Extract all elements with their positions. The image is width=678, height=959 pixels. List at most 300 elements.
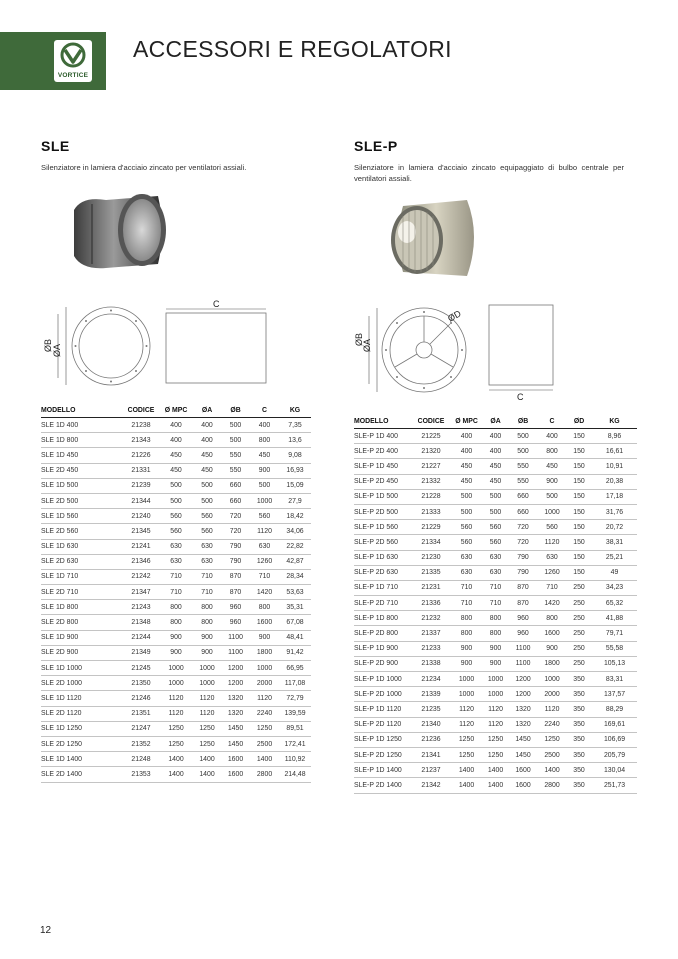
- table-cell: 500: [159, 493, 193, 508]
- table-cell: 21246: [123, 691, 159, 706]
- table-cell: 450: [538, 459, 566, 474]
- table-cell: 18,42: [279, 509, 311, 524]
- column-header: CODICE: [123, 403, 159, 418]
- table-cell: 1000: [538, 672, 566, 687]
- slep-label-a: ØA: [362, 338, 372, 352]
- table-cell: 1000: [483, 672, 508, 687]
- table-cell: 16,61: [592, 444, 637, 459]
- table-cell: 250: [566, 611, 592, 626]
- table-cell: 800: [483, 611, 508, 626]
- column-header: CODICE: [412, 414, 450, 429]
- table-cell: 1250: [538, 732, 566, 747]
- table-cell: 150: [566, 474, 592, 489]
- table-cell: 1250: [159, 721, 193, 736]
- table-cell: 21225: [412, 429, 450, 444]
- table-cell: 1400: [538, 763, 566, 778]
- table-cell: SLE 2D 800: [41, 615, 123, 630]
- table-cell: SLE-P 1D 500: [354, 489, 412, 504]
- table-row: [354, 702, 637, 717]
- table-row: [41, 509, 311, 524]
- table-cell: 500: [450, 489, 483, 504]
- table-cell: 21347: [123, 585, 159, 600]
- table-cell: 2500: [250, 736, 279, 751]
- table-cell: 20,38: [592, 474, 637, 489]
- table-cell: 21241: [123, 539, 159, 554]
- table-row: [41, 630, 311, 645]
- table-cell: 1800: [250, 645, 279, 660]
- table-cell: 1200: [508, 672, 538, 687]
- table-cell: 630: [483, 565, 508, 580]
- table-cell: 150: [566, 550, 592, 565]
- table-cell: 21233: [412, 641, 450, 656]
- table-cell: 900: [538, 641, 566, 656]
- vortice-logo: [54, 40, 92, 82]
- table-cell: 1000: [193, 676, 221, 691]
- table-cell: SLE-P 1D 450: [354, 459, 412, 474]
- table-cell: 450: [450, 459, 483, 474]
- table-cell: 800: [193, 615, 221, 630]
- table-cell: 500: [193, 478, 221, 493]
- table-cell: 800: [538, 611, 566, 626]
- table-cell: 720: [508, 535, 538, 550]
- column-header: ØB: [508, 414, 538, 429]
- table-row: [41, 478, 311, 493]
- table-cell: 560: [193, 524, 221, 539]
- table-cell: 1000: [159, 661, 193, 676]
- table-cell: 21227: [412, 459, 450, 474]
- table-cell: 400: [250, 418, 279, 433]
- table-cell: 38,31: [592, 535, 637, 550]
- table-cell: SLE 1D 800: [41, 433, 123, 448]
- table-cell: 870: [221, 585, 250, 600]
- table-row: [41, 585, 311, 600]
- table-cell: SLE-P 2D 400: [354, 444, 412, 459]
- table-cell: 13,6: [279, 433, 311, 448]
- table-cell: 1200: [221, 676, 250, 691]
- slep-label-b: ØB: [354, 332, 364, 346]
- table-cell: 21226: [123, 448, 159, 463]
- table-cell: 900: [250, 630, 279, 645]
- table-row: [354, 474, 637, 489]
- page-number: 12: [40, 925, 52, 936]
- table-cell: 21345: [123, 524, 159, 539]
- table-cell: 21236: [412, 732, 450, 747]
- table-cell: SLE-P 2D 630: [354, 565, 412, 580]
- table-cell: 1320: [508, 702, 538, 717]
- table-cell: 65,32: [592, 596, 637, 611]
- table-cell: 1320: [221, 691, 250, 706]
- table-cell: 630: [250, 539, 279, 554]
- table-cell: 1250: [483, 732, 508, 747]
- table-cell: 21240: [123, 509, 159, 524]
- table-row: [354, 550, 637, 565]
- table-cell: 960: [508, 611, 538, 626]
- table-cell: 250: [566, 596, 592, 611]
- table-cell: 630: [483, 550, 508, 565]
- table-cell: SLE-P 1D 630: [354, 550, 412, 565]
- table-cell: SLE 1D 1000: [41, 661, 123, 676]
- table-cell: 710: [483, 596, 508, 611]
- table-cell: 1600: [508, 763, 538, 778]
- table-row: [41, 463, 311, 478]
- table-cell: 31,76: [592, 504, 637, 519]
- table-cell: 1120: [483, 717, 508, 732]
- table-cell: 1250: [159, 736, 193, 751]
- table-cell: 500: [221, 433, 250, 448]
- table-cell: 106,69: [592, 732, 637, 747]
- table-row: [354, 763, 637, 778]
- table-cell: 21335: [412, 565, 450, 580]
- table-cell: SLE-P 2D 900: [354, 656, 412, 671]
- table-cell: 1120: [193, 706, 221, 721]
- table-cell: 960: [221, 600, 250, 615]
- column-header: ØB: [221, 403, 250, 418]
- table-cell: 450: [483, 459, 508, 474]
- table-cell: 1120: [250, 691, 279, 706]
- table-row: [354, 489, 637, 504]
- table-row: [354, 459, 637, 474]
- table-cell: 21338: [412, 656, 450, 671]
- slep-spec-table: [354, 414, 637, 794]
- table-cell: 1120: [450, 717, 483, 732]
- sle-title: SLE: [41, 138, 70, 154]
- table-cell: SLE 2D 1250: [41, 736, 123, 751]
- table-cell: 1000: [450, 672, 483, 687]
- table-cell: 560: [538, 520, 566, 535]
- table-cell: SLE-P 2D 450: [354, 474, 412, 489]
- table-cell: 800: [483, 626, 508, 641]
- table-cell: 870: [221, 569, 250, 584]
- table-cell: 21242: [123, 569, 159, 584]
- table-cell: 710: [450, 580, 483, 595]
- slep-table-body: [354, 429, 637, 794]
- table-cell: 21352: [123, 736, 159, 751]
- table-cell: 21244: [123, 630, 159, 645]
- table-cell: 800: [450, 626, 483, 641]
- table-cell: SLE 1D 1400: [41, 752, 123, 767]
- slep-label-c: C: [517, 392, 524, 402]
- table-cell: SLE-P 2D 710: [354, 596, 412, 611]
- table-cell: 21232: [412, 611, 450, 626]
- table-cell: 350: [566, 763, 592, 778]
- table-cell: 9,08: [279, 448, 311, 463]
- table-cell: 15,09: [279, 478, 311, 493]
- table-cell: SLE-P 2D 1120: [354, 717, 412, 732]
- table-cell: 21350: [123, 676, 159, 691]
- table-cell: 21231: [412, 580, 450, 595]
- table-cell: 21245: [123, 661, 159, 676]
- table-cell: 2000: [538, 687, 566, 702]
- table-cell: 88,29: [592, 702, 637, 717]
- sle-table-header-row: [41, 403, 311, 418]
- table-cell: 27,9: [279, 493, 311, 508]
- table-cell: 500: [538, 489, 566, 504]
- table-row: [41, 691, 311, 706]
- table-cell: 350: [566, 687, 592, 702]
- table-cell: 560: [159, 524, 193, 539]
- table-cell: 1400: [250, 752, 279, 767]
- table-cell: 1120: [159, 706, 193, 721]
- table-cell: 1250: [193, 736, 221, 751]
- table-cell: 250: [566, 580, 592, 595]
- table-cell: 21337: [412, 626, 450, 641]
- table-cell: 150: [566, 504, 592, 519]
- table-cell: 500: [450, 504, 483, 519]
- table-cell: SLE-P 1D 1000: [354, 672, 412, 687]
- table-row: [41, 539, 311, 554]
- sle-table-body: [41, 418, 311, 783]
- table-cell: 560: [250, 509, 279, 524]
- table-cell: 1120: [193, 691, 221, 706]
- sle-label-a: ØA: [52, 343, 62, 357]
- table-cell: 790: [221, 539, 250, 554]
- table-cell: 1320: [508, 717, 538, 732]
- table-cell: SLE-P 2D 1250: [354, 747, 412, 762]
- table-row: [41, 569, 311, 584]
- table-cell: 630: [159, 539, 193, 554]
- table-cell: 500: [508, 429, 538, 444]
- table-cell: 550: [221, 448, 250, 463]
- table-cell: 205,79: [592, 747, 637, 762]
- table-cell: 1600: [508, 778, 538, 793]
- table-cell: 800: [250, 600, 279, 615]
- table-cell: SLE-P 1D 1250: [354, 732, 412, 747]
- table-cell: 660: [221, 478, 250, 493]
- table-cell: 630: [538, 550, 566, 565]
- table-row: [41, 736, 311, 751]
- table-cell: 450: [159, 448, 193, 463]
- table-cell: 710: [250, 569, 279, 584]
- table-cell: SLE-P 1D 900: [354, 641, 412, 656]
- table-row: [354, 611, 637, 626]
- table-cell: 21237: [412, 763, 450, 778]
- table-cell: 10,91: [592, 459, 637, 474]
- table-row: [354, 656, 637, 671]
- table-cell: 500: [483, 504, 508, 519]
- table-cell: 25,21: [592, 550, 637, 565]
- table-cell: 169,61: [592, 717, 637, 732]
- table-row: [41, 524, 311, 539]
- table-cell: 21344: [123, 493, 159, 508]
- table-row: [354, 641, 637, 656]
- table-row: [41, 433, 311, 448]
- table-cell: 1250: [193, 721, 221, 736]
- table-cell: 8,96: [592, 429, 637, 444]
- table-cell: 1100: [221, 630, 250, 645]
- column-header: Ø MPC: [450, 414, 483, 429]
- table-cell: 21353: [123, 767, 159, 782]
- table-cell: 150: [566, 459, 592, 474]
- table-cell: SLE 1D 630: [41, 539, 123, 554]
- table-cell: 900: [193, 645, 221, 660]
- table-cell: 790: [508, 565, 538, 580]
- table-cell: 900: [483, 641, 508, 656]
- column-header: Ø MPC: [159, 403, 193, 418]
- table-cell: 400: [538, 429, 566, 444]
- table-row: [41, 752, 311, 767]
- vortice-swirl-icon: [54, 40, 92, 70]
- table-cell: 800: [159, 615, 193, 630]
- table-cell: 214,48: [279, 767, 311, 782]
- table-cell: 117,08: [279, 676, 311, 691]
- table-cell: 1250: [483, 747, 508, 762]
- table-cell: 900: [450, 641, 483, 656]
- table-cell: 2000: [250, 676, 279, 691]
- table-row: [354, 520, 637, 535]
- table-cell: 550: [221, 463, 250, 478]
- table-cell: 1260: [538, 565, 566, 580]
- table-cell: SLE-P 1D 710: [354, 580, 412, 595]
- slep-description: Silenziatore in lamiera d'acciaio zincato equipaggiato di bulbo centrale per ventilatori assiali.: [354, 163, 624, 183]
- table-cell: 1000: [538, 504, 566, 519]
- table-cell: 21340: [412, 717, 450, 732]
- column-header: MODELLO: [354, 414, 412, 429]
- slep-product-photo: [383, 196, 485, 282]
- table-cell: 1600: [250, 615, 279, 630]
- table-cell: 660: [508, 504, 538, 519]
- table-cell: 21341: [412, 747, 450, 762]
- table-cell: 49: [592, 565, 637, 580]
- column-header: KG: [592, 414, 637, 429]
- table-cell: 710: [538, 580, 566, 595]
- sle-spec-table: [41, 403, 311, 783]
- table-cell: SLE 1D 710: [41, 569, 123, 584]
- table-cell: 1800: [538, 656, 566, 671]
- table-cell: 89,51: [279, 721, 311, 736]
- table-cell: SLE-P 2D 500: [354, 504, 412, 519]
- table-cell: 1260: [250, 554, 279, 569]
- table-row: [354, 565, 637, 580]
- table-cell: 1000: [250, 493, 279, 508]
- table-cell: 1100: [221, 645, 250, 660]
- table-cell: 660: [221, 493, 250, 508]
- table-cell: 21349: [123, 645, 159, 660]
- table-cell: 21248: [123, 752, 159, 767]
- table-row: [41, 767, 311, 782]
- table-cell: 1600: [221, 767, 250, 782]
- table-cell: 1400: [483, 763, 508, 778]
- slep-dimension-drawing: [350, 300, 560, 404]
- table-cell: 53,63: [279, 585, 311, 600]
- slep-table-header-row: [354, 414, 637, 429]
- table-cell: 2240: [538, 717, 566, 732]
- table-cell: 28,34: [279, 569, 311, 584]
- column-header: MODELLO: [41, 403, 123, 418]
- table-cell: 1420: [538, 596, 566, 611]
- table-cell: 500: [193, 493, 221, 508]
- table-cell: 350: [566, 732, 592, 747]
- table-cell: 1100: [508, 641, 538, 656]
- table-cell: SLE 2D 500: [41, 493, 123, 508]
- table-cell: 83,31: [592, 672, 637, 687]
- table-cell: 1200: [221, 661, 250, 676]
- table-cell: 400: [483, 444, 508, 459]
- column-header: ØA: [193, 403, 221, 418]
- table-cell: 21238: [123, 418, 159, 433]
- table-cell: 960: [508, 626, 538, 641]
- table-cell: 1000: [250, 661, 279, 676]
- logo-wordmark: VORTICE: [57, 72, 89, 79]
- table-cell: 21343: [123, 433, 159, 448]
- table-cell: 48,41: [279, 630, 311, 645]
- table-cell: SLE 2D 1120: [41, 706, 123, 721]
- table-cell: 21247: [123, 721, 159, 736]
- table-cell: SLE-P 1D 1120: [354, 702, 412, 717]
- table-cell: 710: [159, 569, 193, 584]
- table-cell: 630: [450, 565, 483, 580]
- table-cell: SLE-P 1D 400: [354, 429, 412, 444]
- table-cell: 250: [566, 626, 592, 641]
- table-cell: 21348: [123, 615, 159, 630]
- table-cell: 800: [538, 444, 566, 459]
- table-cell: 630: [450, 550, 483, 565]
- table-cell: 66,95: [279, 661, 311, 676]
- table-cell: 150: [566, 429, 592, 444]
- table-cell: 34,06: [279, 524, 311, 539]
- column-header: C: [250, 403, 279, 418]
- table-cell: 800: [250, 433, 279, 448]
- table-cell: 16,93: [279, 463, 311, 478]
- table-cell: 500: [159, 478, 193, 493]
- table-cell: 1120: [450, 702, 483, 717]
- table-cell: SLE 1D 560: [41, 509, 123, 524]
- table-cell: 800: [450, 611, 483, 626]
- table-cell: 41,88: [592, 611, 637, 626]
- table-cell: 250: [566, 641, 592, 656]
- table-cell: 720: [508, 520, 538, 535]
- table-cell: 21228: [412, 489, 450, 504]
- sle-description: Silenziatore in lamiera d'acciaio zincato per ventilatori assiali.: [41, 163, 247, 172]
- table-cell: SLE-P 2D 800: [354, 626, 412, 641]
- table-cell: 250: [566, 656, 592, 671]
- table-cell: 900: [538, 474, 566, 489]
- table-row: [41, 721, 311, 736]
- table-cell: 21333: [412, 504, 450, 519]
- table-cell: SLE-P 1D 1400: [354, 763, 412, 778]
- table-cell: 710: [193, 569, 221, 584]
- table-cell: 560: [159, 509, 193, 524]
- table-cell: 251,73: [592, 778, 637, 793]
- table-cell: 450: [450, 474, 483, 489]
- brand-logo-panel: [0, 32, 106, 90]
- table-cell: 1000: [483, 687, 508, 702]
- table-cell: 139,59: [279, 706, 311, 721]
- table-cell: 21230: [412, 550, 450, 565]
- table-cell: 450: [159, 463, 193, 478]
- table-cell: 710: [483, 580, 508, 595]
- column-header: KG: [279, 403, 311, 418]
- sle-dimension-drawing: [38, 300, 272, 390]
- table-cell: 630: [193, 539, 221, 554]
- table-cell: 630: [159, 554, 193, 569]
- table-cell: 720: [221, 524, 250, 539]
- table-cell: 790: [221, 554, 250, 569]
- slep-title: SLE-P: [354, 138, 398, 154]
- table-row: [354, 535, 637, 550]
- table-cell: SLE 1D 500: [41, 478, 123, 493]
- table-cell: 1120: [538, 535, 566, 550]
- table-cell: 1000: [450, 687, 483, 702]
- table-cell: 560: [483, 535, 508, 550]
- column-header: C: [538, 414, 566, 429]
- table-cell: 900: [159, 645, 193, 660]
- table-cell: 1250: [250, 721, 279, 736]
- table-cell: 72,79: [279, 691, 311, 706]
- table-cell: 20,72: [592, 520, 637, 535]
- table-row: [354, 626, 637, 641]
- table-cell: 2500: [538, 747, 566, 762]
- table-cell: 21243: [123, 600, 159, 615]
